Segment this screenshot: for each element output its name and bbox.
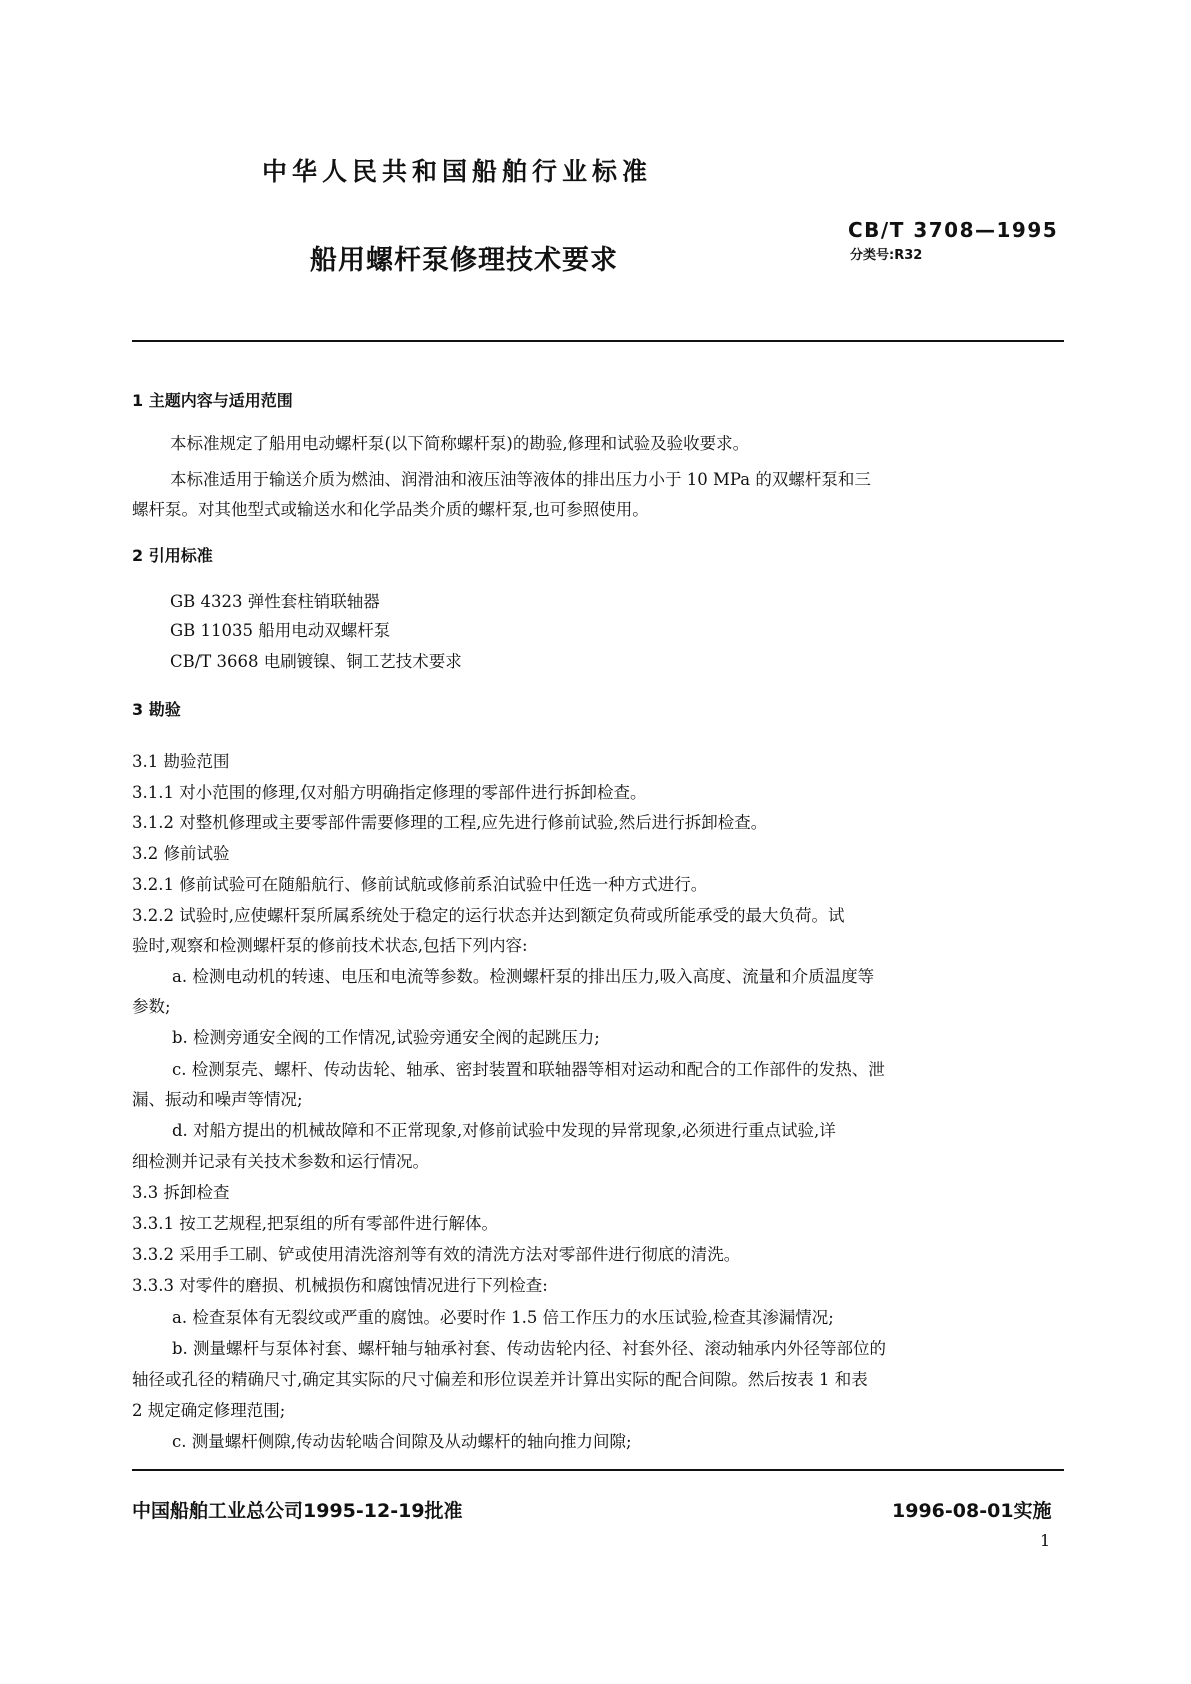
paragraph-applicability-cont: 螺杆泵。对其他型式或输送水和化学品类介质的螺杆泵,也可参照使用。 bbox=[132, 500, 649, 519]
paragraph-scope: 本标准规定了船用电动螺杆泵(以下简称螺杆泵)的勘验,修理和试验及验收要求。 bbox=[170, 434, 750, 453]
item-3-2-2-b: b. 检测旁通安全阀的工作情况,试验旁通安全阀的起跳压力; bbox=[172, 1028, 600, 1047]
clause-3-1-1: 3.1.1 对小范围的修理,仅对船方明确指定修理的零部件进行拆卸检查。 bbox=[132, 783, 647, 802]
clause-3-3-2: 3.3.2 采用手工刷、铲或使用清洗溶剂等有效的清洗方法对零部件进行彻底的清洗。 bbox=[132, 1245, 741, 1264]
reference-gb11035: GB 11035 船用电动双螺杆泵 bbox=[170, 621, 391, 640]
item-3-3-3-c: c. 测量螺杆侧隙,传动齿轮啮合间隙及从动螺杆的轴向推力间隙; bbox=[172, 1432, 632, 1451]
clause-3-2: 3.2 修前试验 bbox=[132, 844, 230, 863]
classification-number: 分类号:R32 bbox=[850, 248, 923, 263]
clause-3-2-2-cont: 验时,观察和检测螺杆泵的修前技术状态,包括下列内容: bbox=[132, 936, 528, 955]
clause-3-2-2: 3.2.2 试验时,应使螺杆泵所属系统处于稳定的运行状态并达到额定负荷或所能承受的最大负荷。试 bbox=[132, 906, 845, 925]
clause-3-1: 3.1 勘验范围 bbox=[132, 752, 230, 771]
approval-line: 中国船舶工业总公司1995-12-19批准 bbox=[132, 1500, 463, 1522]
clause-3-2-1: 3.2.1 修前试验可在随船航行、修前试航或修前系泊试验中任选一种方式进行。 bbox=[132, 875, 708, 894]
clause-3-3: 3.3 拆卸检查 bbox=[132, 1183, 230, 1202]
section-heading-3: 3 勘验 bbox=[132, 700, 181, 719]
item-3-2-2-d-cont: 细检测并记录有关技术参数和运行情况。 bbox=[132, 1152, 429, 1171]
effective-date: 1996-08-01实施 bbox=[892, 1500, 1052, 1522]
item-3-3-3-a: a. 检查泵体有无裂纹或严重的腐蚀。必要时作 1.5 倍工作压力的水压试验,检查其渗漏情况; bbox=[172, 1308, 834, 1327]
clause-3-1-2: 3.1.2 对整机修理或主要零部件需要修理的工程,应先进行修前试验,然后进行拆卸检查。 bbox=[132, 813, 768, 832]
document-title: 船用螺杆泵修理技术要求 bbox=[310, 245, 618, 276]
item-3-2-2-a-cont: 参数; bbox=[132, 997, 171, 1016]
item-3-2-2-a: a. 检测电动机的转速、电压和电流等参数。检测螺杆泵的排出压力,吸入高度、流量和介质温度等 bbox=[172, 967, 875, 986]
paragraph-applicability: 本标准适用于输送介质为燃油、润滑油和液压油等液体的排出压力小于 10 MPa 的双螺杆泵和三 bbox=[170, 470, 871, 489]
page-number: 1 bbox=[1040, 1531, 1051, 1550]
clause-3-3-3: 3.3.3 对零件的磨损、机械损伤和腐蚀情况进行下列检查: bbox=[132, 1276, 548, 1295]
section-heading-2: 2 引用标准 bbox=[132, 546, 213, 565]
item-3-3-3-b-cont2: 2 规定确定修理范围; bbox=[132, 1401, 286, 1420]
issuing-authority: 中华人民共和国船舶行业标准 bbox=[262, 157, 653, 186]
standard-number: CB/T 3708—1995 bbox=[848, 218, 1059, 242]
item-3-3-3-b: b. 测量螺杆与泵体衬套、螺杆轴与轴承衬套、传动齿轮内径、衬套外径、滚动轴承内外径等部位的 bbox=[172, 1339, 887, 1358]
section-heading-1: 1 主题内容与适用范围 bbox=[132, 391, 293, 410]
reference-cbt3668: CB/T 3668 电刷镀镍、铜工艺技术要求 bbox=[170, 652, 462, 671]
header-rule bbox=[132, 340, 1064, 342]
item-3-3-3-b-cont: 轴径或孔径的精确尺寸,确定其实际的尺寸偏差和形位误差并计算出实际的配合间隙。然后按表 1 和表 bbox=[132, 1370, 868, 1389]
item-3-2-2-c: c. 检测泵壳、螺杆、传动齿轮、轴承、密封装置和联轴器等相对运动和配合的工作部件的发热、泄 bbox=[172, 1060, 885, 1079]
item-3-2-2-d: d. 对船方提出的机械故障和不正常现象,对修前试验中发现的异常现象,必须进行重点试验,详 bbox=[172, 1121, 836, 1140]
item-3-2-2-c-cont: 漏、振动和噪声等情况; bbox=[132, 1090, 303, 1109]
clause-3-3-1: 3.3.1 按工艺规程,把泵组的所有零部件进行解体。 bbox=[132, 1214, 498, 1233]
footer-rule bbox=[132, 1469, 1064, 1471]
reference-gb4323: GB 4323 弹性套柱销联轴器 bbox=[170, 592, 380, 611]
